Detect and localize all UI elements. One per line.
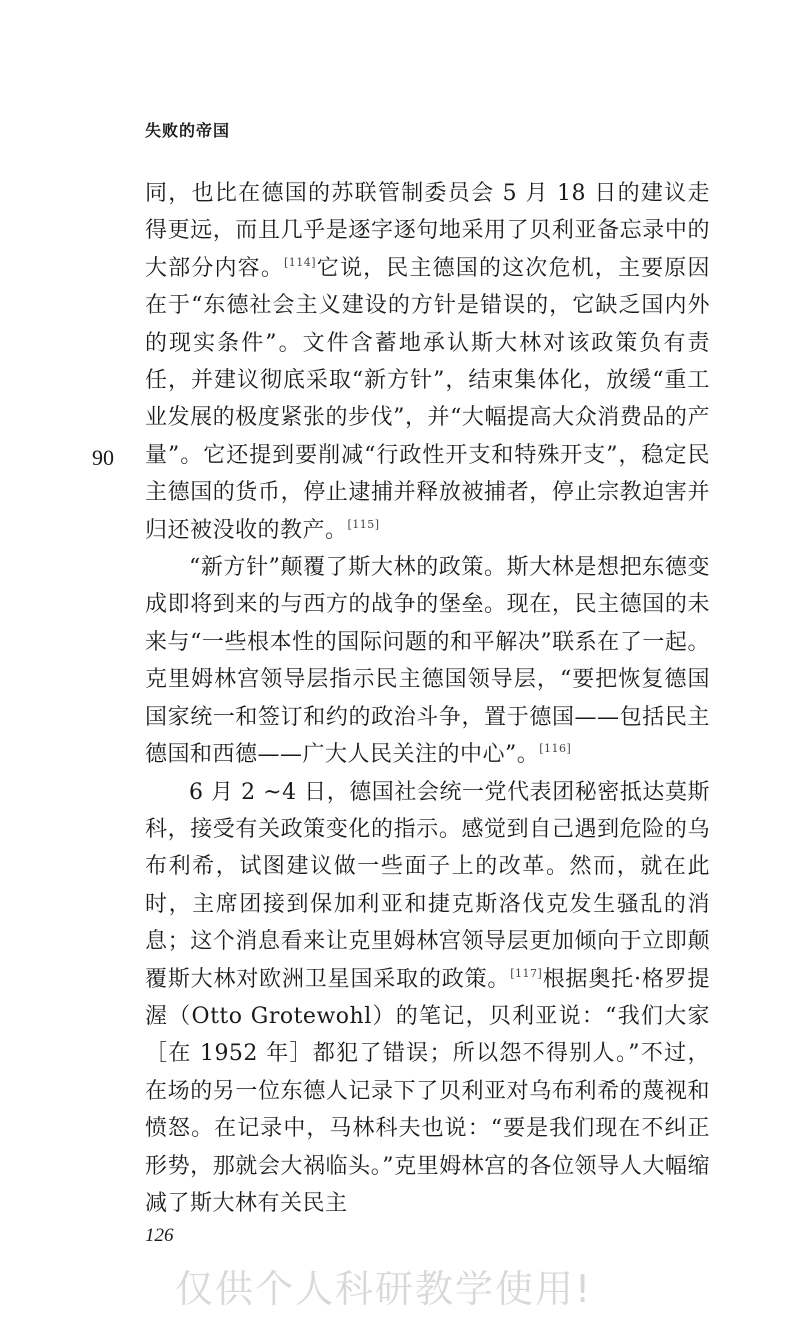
paragraph-3 xyxy=(145,774,710,1223)
paragraph-text: 同，也比在德国的苏联管制委员会 5 月 18 日的建议走得更远，而且几乎是逐字逐句地采用了贝利亚备忘录中的大部分内容。 xyxy=(145,181,710,281)
running-header: 失败的帝国 xyxy=(145,121,231,140)
footnote-ref: [117] xyxy=(510,966,543,980)
paragraph-text: 根据奥托·格罗提渥（Otto Grotewohl）的笔记，贝利亚说：“我们大家［在 1952 年］都犯了错误；所以怨不得别人。”不过，在场的另一位东德人记录下了贝利亚对乌布利希的蔑视和愤怒。在记录中，马林科夫也说：“要是我们现在不纠正形势，那就会大祸临头。”克里姆林宫的各位领导人大幅缩减了斯大林有关民主 xyxy=(145,966,710,1216)
footnote-ref: [116] xyxy=(539,742,572,756)
watermark: 仅供个人科研教学使用! xyxy=(175,1267,593,1311)
paragraph-text: “新方针”颠覆了斯大林的政策。斯大林是想把东德变成即将到来的与西方的战争的堡垒。现在，民主德国的未来与“一些根本性的国际问题的和平解决”联系在了一起。克里姆林宫领导层指示民主德国领导层，“要把恢复德国国家统一和签订和约的政治斗争，置于德国——包括民主德国和西德——广大人民关注的中心”。 xyxy=(145,555,710,768)
footnote-ref: [115] xyxy=(347,517,380,531)
paragraph-text: 6 月 2 ~4 日，德国社会统一党代表团秘密抵达莫斯科，接受有关政策变化的指示。感觉到自己遇到危险的乌布利希，试图建议做一些面子上的改革。然而，就在此时，主席团接到保加利亚和捷克斯洛伐克发生骚乱的消息；这个消息看来让克里姆林宫领导层更加倾向于立即颠覆斯大林对欧洲卫星国采取的政策。 xyxy=(145,779,710,992)
paragraph-2 xyxy=(145,549,710,773)
footnote-ref: [114] xyxy=(284,255,317,269)
body-text xyxy=(145,175,710,1222)
paragraph-1 xyxy=(145,175,710,549)
page-number: 126 xyxy=(145,1225,174,1246)
margin-page-number: 90 xyxy=(92,445,114,470)
paragraph-text: 它说，民主德国的这次危机，主要原因在于“东德社会主义建设的方针是错误的，它缺乏国内外的现实条件”。文件含蓄地承认斯大林对该政策负有责任，并建议彻底采取“新方针”，结束集体化，放缓“重工业发展的极度紧张的步伐”，并“大幅提高大众消费品的产量”。它还提到要削减“行政性开支和特殊开支”，稳定民主德国的货币，停止逮捕并释放被捕者，停止宗教迫害并归还被没收的教产。 xyxy=(145,255,710,543)
